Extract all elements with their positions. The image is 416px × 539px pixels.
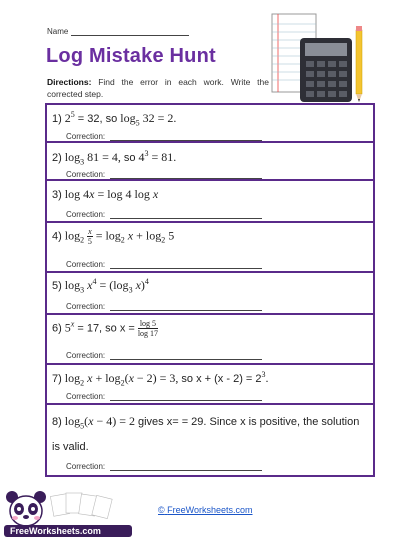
problem-statement: 2) $\log_3 81 = 4$, so $4^3 = 81$. xyxy=(52,149,177,167)
name-label: Name xyxy=(47,27,69,36)
problem-list xyxy=(45,103,375,477)
problem-number: 6) xyxy=(52,322,62,335)
footer-url: FreeWorksheets.com xyxy=(167,505,253,515)
correction-label: Correction: xyxy=(66,210,106,219)
correction-answer-line[interactable] xyxy=(110,350,262,360)
correction-row xyxy=(66,391,262,401)
correction-label: Correction: xyxy=(66,132,106,141)
correction-label: Correction: xyxy=(66,351,106,360)
correction-label: Correction: xyxy=(66,392,106,401)
problem-4 xyxy=(47,223,373,273)
problem-3 xyxy=(47,181,373,223)
copyright-symbol: © xyxy=(158,505,165,515)
name-field[interactable] xyxy=(71,26,189,36)
problem-statement: 5) $\log_3 x^4 = (\log_3$ x)$^4$ xyxy=(52,277,149,295)
problem-statement: 3) log 4x = log 4 log x xyxy=(52,187,159,201)
correction-answer-line[interactable] xyxy=(110,209,262,219)
correction-label: Correction: xyxy=(66,302,106,311)
correction-answer-line[interactable] xyxy=(110,461,262,471)
directions-label: Directions: xyxy=(47,77,92,87)
correction-label: Correction: xyxy=(66,170,106,179)
correction-answer-line[interactable] xyxy=(110,301,262,311)
problem-1 xyxy=(47,105,373,143)
problem-number: 1) xyxy=(52,113,62,125)
logo-text: FreeWorksheets.com xyxy=(10,526,101,536)
problem-number: 8) xyxy=(52,416,62,428)
problem-number: 3) xyxy=(52,189,62,201)
correction-label: Correction: xyxy=(66,462,106,471)
correction-row xyxy=(66,209,262,219)
correction-answer-line[interactable] xyxy=(110,391,262,401)
correction-answer-line[interactable] xyxy=(110,131,262,141)
correction-answer-line[interactable] xyxy=(110,259,262,269)
panda-logo xyxy=(0,487,140,539)
problem-5 xyxy=(47,273,373,315)
problem-statement: 6) 5$^x$ = 17, so x = $\frac{\log 5}{\log 17}$ xyxy=(52,319,159,338)
problem-8 xyxy=(47,405,373,477)
problem-statement: 1) $2^5 = 32$, so $\log_5 32 = 2$. xyxy=(52,110,177,128)
correction-label: Correction: xyxy=(66,260,106,269)
problem-statement: 7) $\log_2 x + \log_2(x - 2) = 3$, so $x + (x - 2) = 2^3$. xyxy=(52,370,269,388)
problem-number: 5) xyxy=(52,280,62,292)
problem-number: 2) xyxy=(52,152,62,164)
correction-answer-line[interactable] xyxy=(110,169,262,179)
correction-row xyxy=(66,461,262,471)
problem-6 xyxy=(47,315,373,365)
directions-text: Find the error in each work. Write the corrected step. xyxy=(47,77,269,99)
correction-row xyxy=(66,169,262,179)
correction-row xyxy=(66,259,262,269)
problem-7 xyxy=(47,365,373,405)
correction-row xyxy=(66,350,262,360)
problem-2 xyxy=(47,143,373,181)
notepad-calculator-pencil-illustration xyxy=(270,12,370,104)
problem-number: 4) xyxy=(52,230,62,243)
correction-row xyxy=(66,301,262,311)
directions xyxy=(47,77,269,100)
page-title: Log Mistake Hunt xyxy=(46,45,216,67)
footer-website-link[interactable] xyxy=(158,505,253,515)
correction-row xyxy=(66,131,262,141)
problem-statement: 4) $\log_2$ $\frac{x}{5}$ = $\log_2 x + \log_2 5$ xyxy=(52,227,175,246)
name-row xyxy=(47,26,189,36)
problem-statement: 8) $\log_5(x - 4) = 2$ gives x= = 29. Since x is positive, the solution is valid. xyxy=(52,414,360,454)
problem-number: 7) xyxy=(52,373,62,385)
